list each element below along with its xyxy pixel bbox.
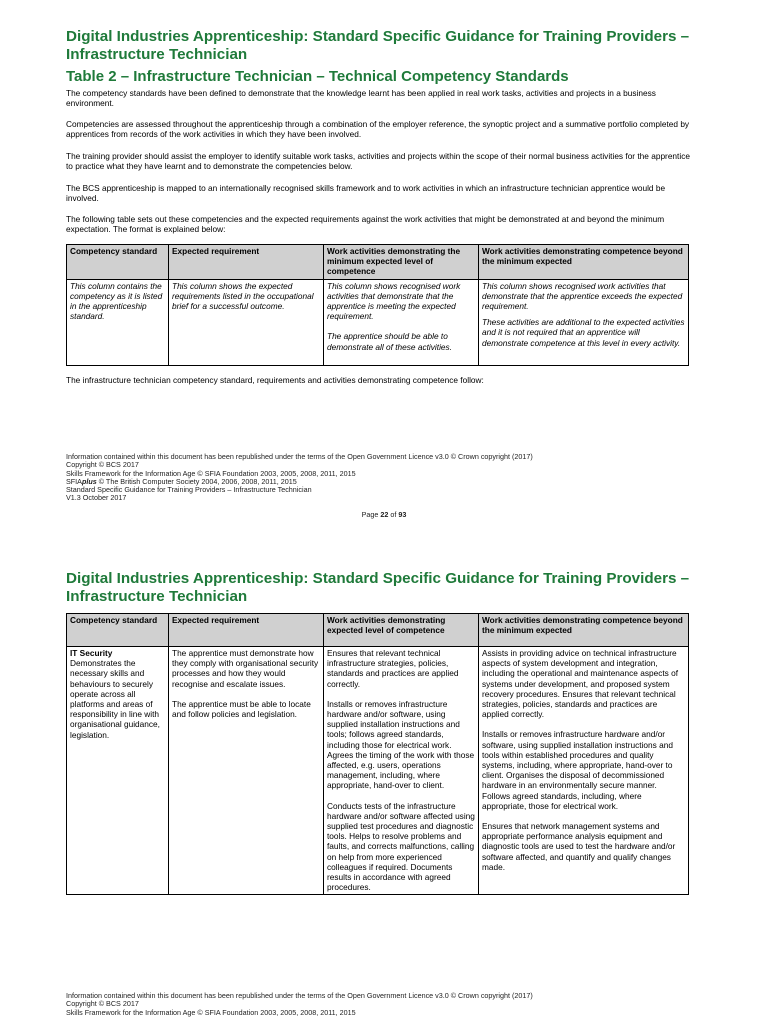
page-heading: Digital Industries Apprenticeship: Standard Specific Guidance for Training Providers – Infrastructure Technician — [66, 570, 690, 605]
cell-text: Ensures that relevant technical infrastructure strategies, policies, standards and practices are applied correctly. — [327, 648, 459, 689]
page-current: 22 — [380, 510, 389, 519]
after-table-paragraph: The infrastructure technician competency standard, requirements and activities demonstrating competence follow: — [66, 375, 484, 385]
competency-table — [66, 613, 689, 895]
page-label: Page — [361, 510, 379, 519]
cell-text: This column shows the expected requirements listed in the occupational brief for a successful outcome. — [172, 280, 314, 312]
table-cell — [169, 647, 324, 895]
page-total: 93 — [398, 510, 407, 519]
column-header: Competency standard — [67, 245, 169, 280]
column-header: Work activities demonstrating the minimum expected level of competence — [324, 245, 479, 280]
cell-text: Assists in providing advice on technical infrastructure aspects of system development and integration, including the operational and maintenance aspects of systems under development, and proposed system recovery procedures. Ensures that relevant technical strategies, policies, standards and practices are applied correctly. — [482, 648, 679, 720]
cell-text: Conducts tests of the infrastructure hardware and/or software affected using supplied test procedures and diagnostic tools. Helps to resolve problems and faults, and corrects malfunctions, calling on help from more experienced colleagues if required. Documents results in accordance with agreed procedures. — [327, 800, 475, 893]
cell-text: Installs or removes infrastructure hardware and/or software, using supplied installation instructions and tools within established procedures and quality systems, including, where appropriate, hand-over to client. Organises the disposal of decommissioned hardware in an environmentally secure manner. Follows agreed standards, including, where appropriate, those for electrical work. — [482, 729, 673, 811]
table-explanation-paragraph: The following table sets out these competencies and the expected requirements against the work activities that might be demonstrated at and beyond the minimum expectation. The format is explained below: — [66, 214, 665, 235]
footer-doc-title: Standard Specific Guidance for Training Providers – Infrastructure Technician — [66, 485, 312, 495]
footer-version: V1.3 October 2017 — [66, 493, 127, 503]
training-provider-paragraph: The training provider should assist the employer to identify suitable work tasks, activities and projects within the scope of their normal business activities for the apprentice to practice what they have learnt and to demonstrate the competencies below. — [66, 151, 690, 172]
page-footer — [66, 992, 533, 1017]
footer-licence: Information contained within this document has been republished under the terms of the Open Government Licence v3.0 © Crown copyright (2017) — [66, 991, 533, 1000]
column-header: Work activities demonstrating competence beyond the minimum expected — [479, 614, 689, 647]
cell-text: The apprentice must demonstrate how they comply with organisational security processes and how they would recognise and escalate issues. — [172, 648, 319, 689]
mapping-paragraph: The BCS apprenticeship is mapped to an internationally recognised skills framework and to work activities in which an infrastructure technician apprentice would be involved. — [66, 183, 666, 204]
table-cell — [324, 279, 479, 365]
column-header: Expected requirement — [169, 245, 324, 280]
page-heading: Digital Industries Apprenticeship: Standard Specific Guidance for Training Providers – Infrastructure Technician — [66, 28, 690, 63]
footer-sfia: Skills Framework for the Information Age © SFIA Foundation 2003, 2005, 2008, 2011, 2015 — [66, 468, 356, 478]
column-header: Work activities demonstrating competence beyond the minimum expected — [479, 245, 689, 280]
plus-text: plus — [81, 476, 97, 486]
table-cell — [169, 279, 324, 365]
cell-text: This column shows recognised work activities that demonstrate that the apprentice exceeds the expected requirement. — [482, 280, 683, 312]
cell-text: These activities are additional to the expected activities and it is not required that an apprentice will demonstrate competence at this level in every activity. — [482, 317, 685, 348]
intro-paragraph: The competency standards have been defined to demonstrate that the knowledge learnt has been applied in real work tasks, activities and projects in a business environment. — [66, 88, 656, 109]
document-page-23 — [0, 520, 768, 1024]
cell-text: This column contains the competency as it is listed in the apprenticeship standard. — [70, 280, 163, 322]
table-row — [67, 647, 689, 895]
footer-sfia: Skills Framework for the Information Age © SFIA Foundation 2003, 2005, 2008, 2011, 2015 — [66, 1007, 356, 1017]
cell-text: The apprentice should be able to demonstrate all of these activities. — [327, 331, 452, 352]
page-footer — [66, 453, 533, 503]
table-cell — [479, 279, 689, 365]
column-header: Work activities demonstrating expected level of competence — [324, 614, 479, 647]
table-row — [67, 279, 689, 365]
table-header-row — [67, 245, 689, 280]
sfia-text: SFIA — [66, 476, 82, 486]
competency-title: IT Security — [70, 648, 113, 658]
table-header-row — [67, 614, 689, 647]
cell-text: The apprentice must be able to locate and follow policies and legislation. — [172, 698, 311, 720]
format-table — [66, 244, 689, 366]
column-header: Competency standard — [67, 614, 169, 647]
footer-licence: Information contained within this document has been republished under the terms of the Open Government Licence v3.0 © Crown copyright (2017) — [66, 452, 533, 461]
sfiaplus-rest: © The British Computer Society 2004, 2006, 2008, 2011, 2015 — [96, 476, 297, 486]
page-number — [0, 510, 768, 519]
assessment-paragraph: Competencies are assessed throughout the apprenticeship through a combination of the employer reference, the synoptic project and a summative portfolio completed by apprentices from records of the work activities in which they have been involved. — [66, 119, 690, 140]
page-of: of — [390, 510, 397, 519]
cell-text: Ensures that network management systems and appropriate performance analysis equipment and diagnostic tools are used to test the hardware and/or software affected, and quantify and qualify changes made. — [482, 821, 676, 872]
footer-copyright: Copyright © BCS 2017 — [66, 460, 139, 470]
cell-text: Installs or removes infrastructure hardware and/or software, using supplied installation instructions and tools; follows agreed standards, including those for electrical work. Agrees the timing of the work with those affected, e.g. users, operations management, including, where appropriate, hand-over to client. — [327, 698, 475, 791]
competency-description: Demonstrates the necessary skills and behaviours to securely operate across all platforms and areas of responsibility in line with organisational guidance, legislation. — [70, 658, 160, 740]
footer-copyright: Copyright © BCS 2017 — [66, 999, 139, 1009]
cell-text: This column shows recognised work activities that demonstrate that the apprentice is meeting the expected requirement. — [327, 280, 461, 322]
table-cell — [67, 279, 169, 365]
table-cell — [324, 647, 479, 895]
table-cell — [479, 647, 689, 895]
table-title: Table 2 – Infrastructure Technician – Technical Competency Standards — [66, 68, 569, 85]
table-cell — [67, 647, 169, 895]
column-header: Expected requirement — [169, 614, 324, 647]
